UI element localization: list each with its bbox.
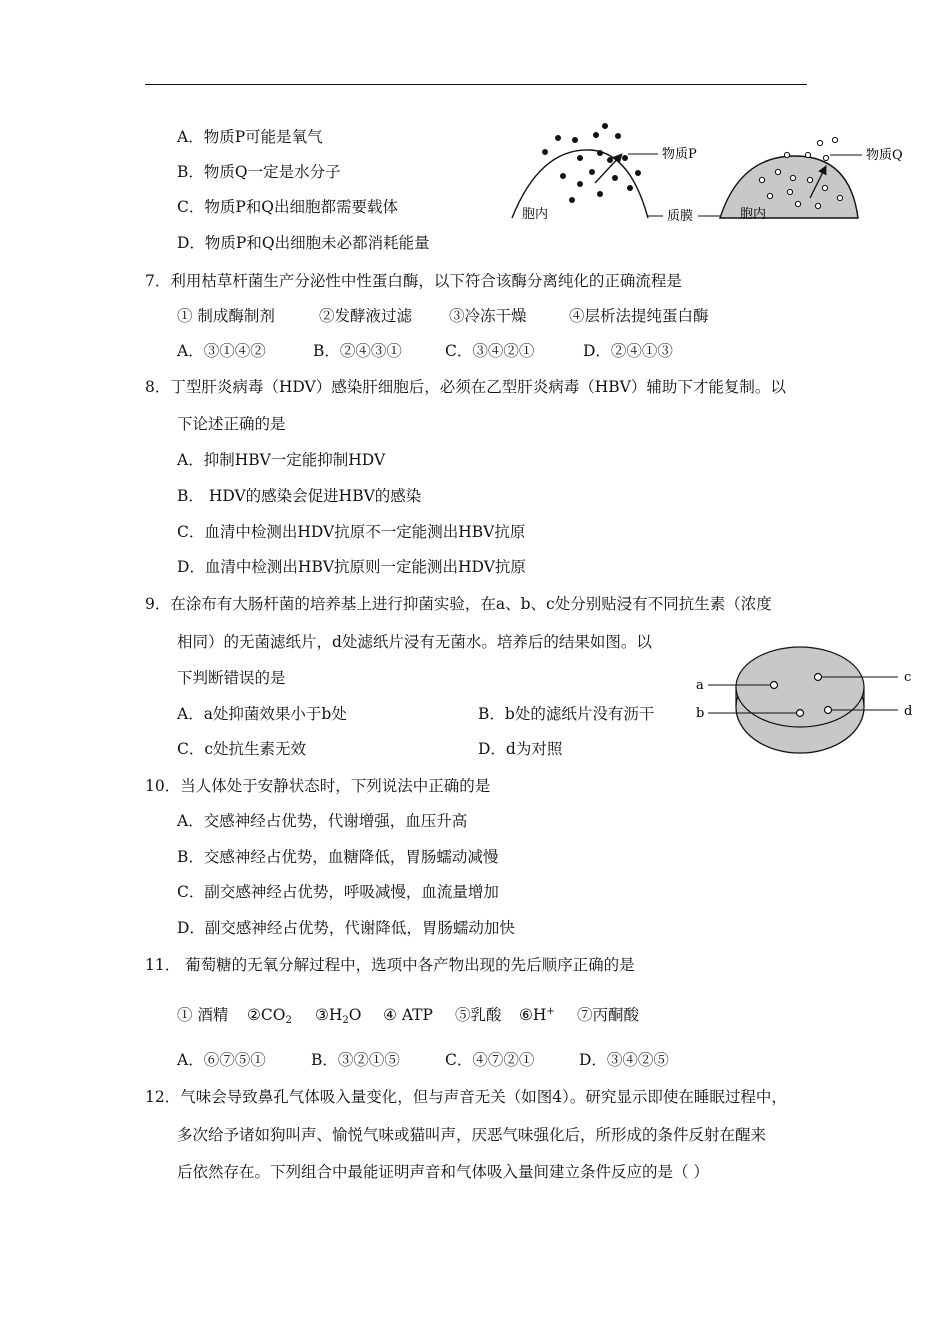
q11-items	[177, 1002, 639, 1031]
q7-option-b: B．②④③①	[313, 342, 402, 360]
header-rule	[145, 84, 807, 85]
q10-option-c: C．副交感神经占优势，呼吸减慢，血流量增加	[177, 883, 499, 901]
q7-step-1: ① 制成酶制剂	[177, 307, 275, 325]
q8-option-c: C．血清中检测出HDV抗原不一定能测出HBV抗原	[177, 523, 526, 541]
q6-option-d: D．物质P和Q出细胞未必都消耗能量	[177, 234, 430, 252]
label-substance-q: 物质Q	[866, 148, 903, 163]
label-membrane: 质膜	[667, 209, 694, 224]
label-b: b	[696, 706, 705, 721]
q11-options	[177, 1050, 669, 1070]
q11-stem: 11． 葡萄糖的无氧分解过程中，选项中各产物出现的先后顺序正确的是	[145, 956, 635, 974]
q7-steps	[177, 306, 709, 326]
label-substance-p: 物质P	[662, 147, 697, 162]
q11-item-6: ⑥H+	[519, 1006, 555, 1024]
q7-option-d: D．②④①③	[583, 342, 673, 360]
q7-options	[177, 341, 673, 361]
q12-stem-line1: 12．气味会导致鼻孔气体吸入量变化，但与声音无关（如图4）。研究显示即使在睡眠过程中，	[145, 1088, 787, 1106]
q11-option-b: B．③②①⑤	[311, 1051, 400, 1069]
q10-option-d: D．副交感神经占优势，代谢降低，胃肠蠕动加快	[177, 919, 515, 937]
q11-item-2: ②CO2	[247, 1006, 292, 1026]
q8-option-b: B． HDV的感染会促进HBV的感染	[177, 487, 422, 505]
label-c: c	[904, 670, 912, 685]
q11-item-7: ⑦丙酮酸	[577, 1006, 640, 1024]
q10-stem: 10．当人体处于安静状态时，下列说法中正确的是	[145, 777, 491, 795]
q10-option-a: A．交感神经占优势，代谢增强，血压升高	[177, 812, 468, 830]
q11-item-3: ③H2O	[315, 1006, 362, 1026]
q8-option-d: D．血清中检测出HBV抗原则一定能测出HDV抗原	[177, 558, 526, 576]
q7-option-a: A．③①④②	[177, 342, 266, 360]
q7-option-c: C．③④②①	[445, 342, 535, 360]
q11-option-a: A．⑥⑦⑤①	[177, 1051, 266, 1069]
q7-step-2: ②发酵液过滤	[319, 307, 413, 325]
q11-item-4: ④ ATP	[383, 1006, 433, 1024]
q9-option-b: B．b处的滤纸片没有沥干	[478, 705, 655, 723]
label-d: d	[904, 704, 913, 719]
label-a: a	[696, 678, 704, 693]
q7-step-3: ③冷冻干燥	[449, 307, 527, 325]
q9-option-c: C．c处抗生素无效	[177, 740, 307, 758]
q9-stem-line3: 下判断错误的是	[177, 669, 286, 687]
q6-option-a: A．物质P可能是氧气	[177, 128, 323, 146]
q10-option-b: B．交感神经占优势，血糖降低，胃肠蠕动减慢	[177, 848, 499, 866]
q11-option-d: D．③④②⑤	[579, 1051, 669, 1069]
q11-item-1: ① 酒精	[177, 1006, 229, 1024]
q9-stem-line2: 相同）的无菌滤纸片，d处滤纸片浸有无菌水。培养后的结果如图。以	[177, 633, 652, 651]
q12-stem-line2: 多次给予诸如狗叫声、愉悦气味或猫叫声，厌恶气味强化后，所形成的条件反射在醒来	[177, 1126, 767, 1144]
q12-stem-line3: 后依然存在。下列组合中最能证明声音和气体吸入量间建立条件反应的是（ ）	[177, 1163, 709, 1181]
label-inside-left: 胞内	[522, 207, 549, 222]
q9-petri-dish-figure	[690, 645, 920, 765]
q6-option-c: C．物质P和Q出细胞都需要载体	[177, 198, 398, 216]
q7-stem: 7．利用枯草杆菌生产分泌性中性蛋白酶，以下符合该酶分离纯化的正确流程是	[145, 272, 682, 290]
q11-item-5: ⑤乳酸	[455, 1006, 502, 1024]
q7-step-4: ④层析法提纯蛋白酶	[569, 307, 709, 325]
q9-stem-line1: 9．在涂布有大肠杆菌的培养基上进行抑菌实验，在a、b、c处分别贴浸有不同抗生素（浓度	[145, 595, 772, 613]
q6-membrane-figure	[500, 118, 920, 228]
q8-stem-line1: 8．丁型肝炎病毒（HDV）感染肝细胞后，必须在乙型肝炎病毒（HBV）辅助下才能复制。以	[145, 378, 786, 396]
label-inside-right: 胞内	[740, 207, 767, 222]
substance-p-dots	[542, 123, 641, 203]
q8-stem-line2: 下论述正确的是	[177, 415, 286, 433]
q6-option-b: B．物质Q一定是水分子	[177, 163, 341, 181]
q11-option-c: C．④⑦②①	[445, 1051, 535, 1069]
q8-option-a: A．抑制HBV一定能抑制HDV	[177, 451, 386, 469]
q9-option-a: A．a处抑菌效果小于b处	[177, 705, 347, 723]
q9-option-d: D．d为对照	[478, 740, 563, 758]
